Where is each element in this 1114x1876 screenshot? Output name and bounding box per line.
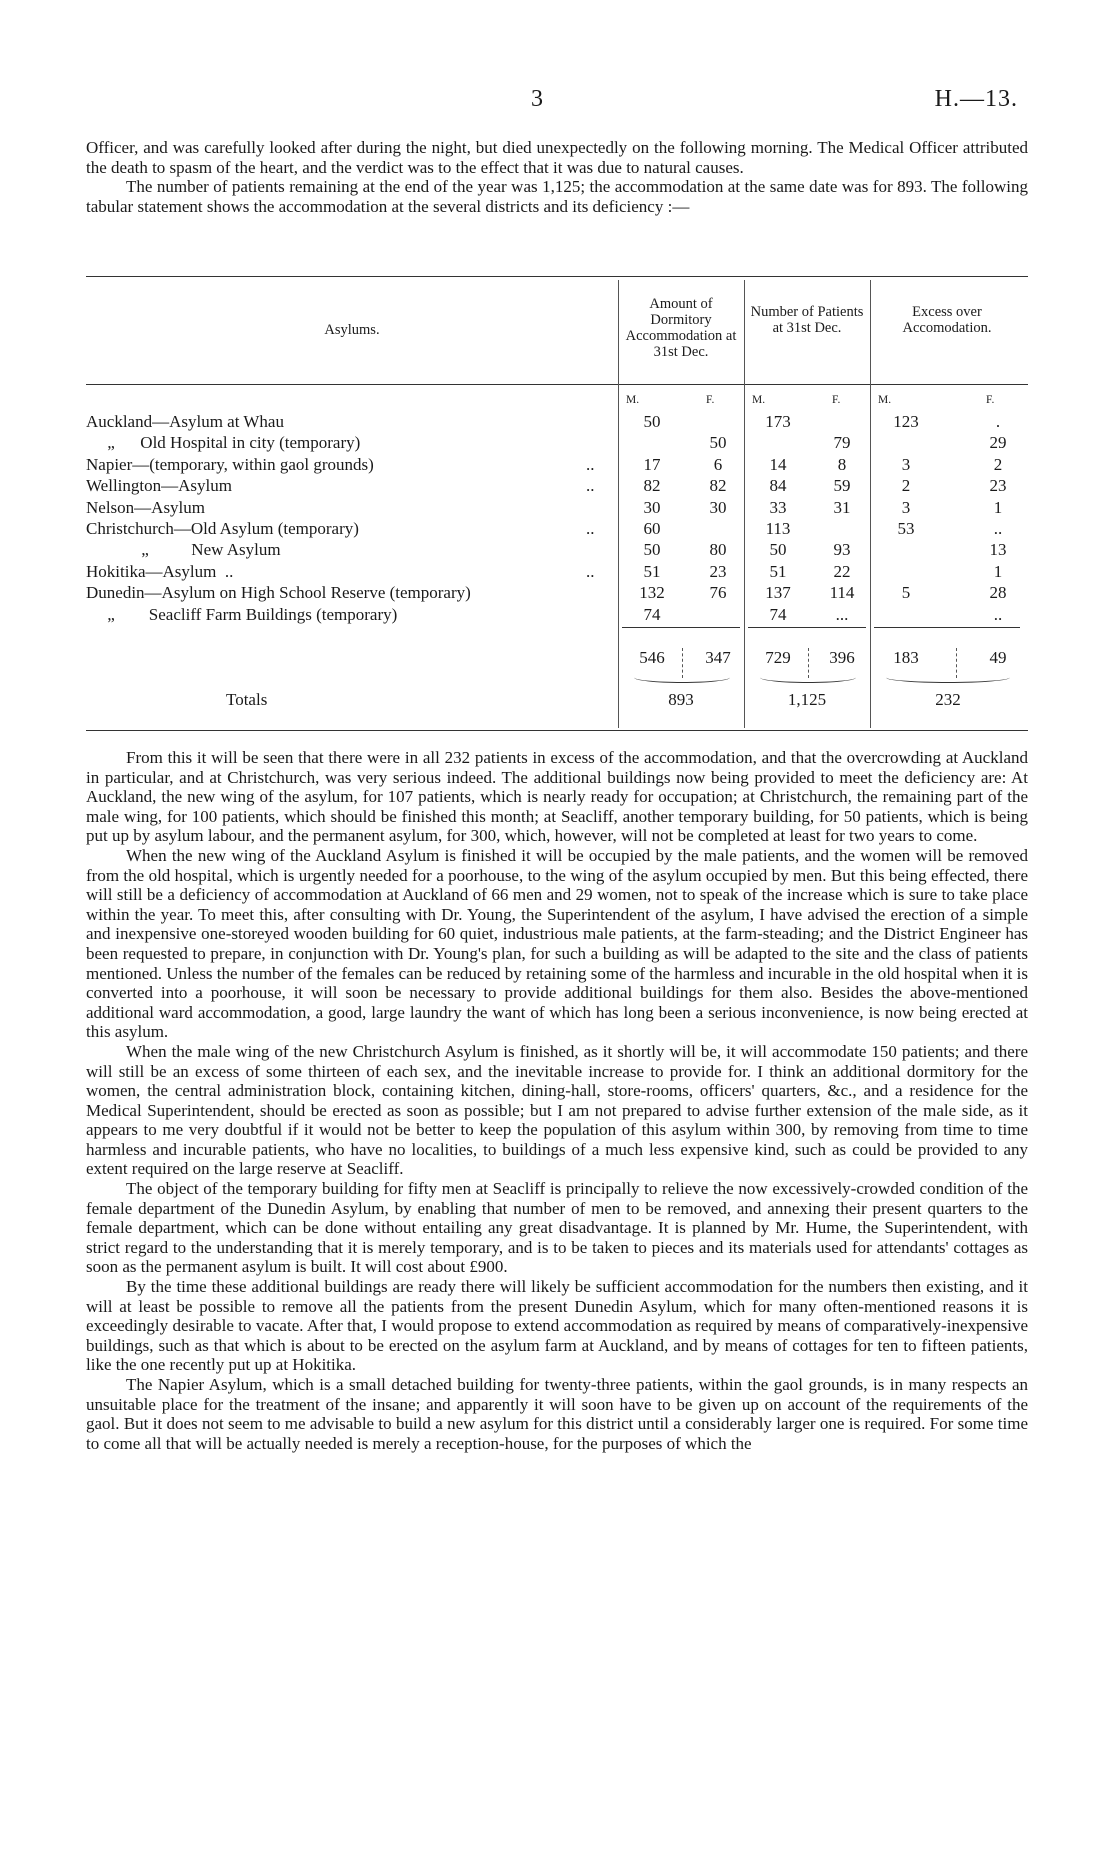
cell-patients-female: 79 (833, 433, 851, 453)
cell-dormitory-male: 60 (643, 519, 661, 538)
total-brace (634, 672, 730, 683)
total-patients: 1,125 (787, 690, 827, 709)
cell-patients-female: 8 (837, 454, 847, 474)
row-asylum-name: Wellington—Asylum (86, 476, 232, 496)
total-brace (886, 672, 1010, 683)
header-excess: Excess over Accomodation. (902, 304, 992, 336)
cell-dormitory-male: 50 (643, 540, 661, 560)
cell-excess-male: 123 (893, 412, 919, 431)
cell-dormitory-male: 51 (643, 561, 661, 581)
cell-excess-female: .. (993, 604, 1003, 624)
cell-dormitory-female: 50 (709, 433, 727, 453)
page-header (0, 86, 1114, 116)
header-patients: Number of Patients at 31st Dec. (750, 304, 864, 336)
row-asylum-name: Auckland—Asylum at Whau (86, 412, 284, 431)
table-header-rule (86, 384, 1028, 385)
row-asylum-name: Nelson—Asylum (86, 497, 205, 517)
cell-dormitory-female: 76 (709, 583, 727, 603)
subheader-female: F. (986, 394, 995, 406)
row-leader-dots: .. (586, 561, 595, 581)
column-divider (870, 280, 871, 728)
cell-dormitory-female: 6 (713, 454, 723, 474)
subtotal-excess-female: 49 (989, 648, 1007, 667)
cell-excess-male: 2 (901, 476, 911, 496)
cell-patients-male: 137 (765, 583, 791, 603)
body-text (86, 748, 1028, 1453)
header-asylums: Asylums. (324, 322, 380, 338)
accommodation-table (86, 276, 1028, 731)
cell-dormitory-female: 30 (709, 497, 727, 517)
cell-patients-male: 14 (769, 454, 787, 474)
cell-dormitory-female: 80 (709, 540, 727, 560)
cell-patients-male: 74 (769, 604, 787, 624)
cell-patients-female: 93 (833, 540, 851, 560)
subheader-male: M. (626, 394, 640, 406)
row-leader-dots: .. (586, 476, 595, 496)
cell-dormitory-male: 30 (643, 497, 661, 517)
row-asylum-name: Dunedin—Asylum on High School Reserve (temporary) (86, 583, 471, 603)
row-leader-dots: .. (586, 519, 595, 538)
cell-excess-female: . (995, 412, 1001, 431)
subheader-female: F. (832, 394, 841, 406)
column-divider (618, 280, 619, 728)
cell-excess-male: 5 (901, 583, 911, 603)
cell-excess-female: 28 (989, 583, 1007, 603)
cell-dormitory-female: 23 (709, 561, 727, 581)
cell-excess-female: 23 (989, 476, 1007, 496)
cell-excess-male: 53 (897, 519, 915, 538)
cell-excess-male: 3 (901, 454, 911, 474)
row-asylum-name: „ New Asylum (86, 540, 281, 560)
cell-dormitory-male: 17 (643, 454, 661, 474)
subheader-male: M. (752, 394, 766, 406)
subtotal-patients-male: 729 (765, 648, 791, 667)
paragraph: When the male wing of the new Christchurch Asylum is finished, as it shortly will be, it will accommodate 150 patients; and there will still be an excess of some thirteen of each sex, and the inevitable increase to provide for. I think an additional dormitory for the women, the central administration block, containing kitchen, dining-hall, store-rooms, officers' quarters, &c., and a residence for the Medical Superintendent, should be erected as soon as possible; but I am not prepared to advise further extension of the male side, as it appears to me very doubtful if it would not be better to keep the population of this asylum within 300, by removing from time to time harmless and incurable patients, who have no localities, to buildings of a much less expensive kind, such as could be provided to any extent required on the large reserve at Seacliff. (86, 1041, 1028, 1179)
cell-patients-male: 173 (765, 412, 791, 431)
cell-patients-female: 31 (833, 497, 851, 517)
total-excess: 232 (935, 690, 961, 709)
row-asylum-name: Christchurch—Old Asylum (temporary) (86, 519, 359, 538)
cell-patients-male: 33 (769, 497, 787, 517)
subtotal-rule (748, 627, 866, 628)
totals-label: Totals (226, 690, 268, 709)
paragraph: By the time these additional buildings are ready there will likely be sufficient accommodation for the numbers then existing, and it will at least be possible to remove all the patients from the present Dunedin Asylum, which for many often-mentioned reasons it is exceedingly desirable to vacate. After that, I would propose to extend accommodation as required by means of comparatively-inexpensive buildings, such as that which is about to be erected on the asylum farm at Auckland, and by means of cottages for ten to fifteen patients, like the one recently put up at Hokitika. (86, 1277, 1028, 1375)
cell-excess-female: .. (993, 519, 1003, 538)
cell-dormitory-male: 82 (643, 476, 661, 496)
subtotal-rule (622, 627, 740, 628)
subtotal-dormitory-female: 347 (705, 648, 731, 667)
table-bottom-rule (86, 730, 1028, 731)
cell-excess-female: 13 (989, 540, 1007, 560)
cell-patients-female: ... (835, 604, 849, 624)
cell-excess-female: 1 (993, 561, 1003, 581)
cell-patients-female: 114 (829, 583, 855, 603)
cell-patients-male: 50 (769, 540, 787, 560)
document-code: H.—13. (934, 86, 1018, 112)
cell-excess-female: 29 (989, 433, 1007, 453)
total-dormitory: 893 (668, 690, 694, 709)
subtotal-dormitory-male: 546 (639, 648, 665, 667)
header-dormitory: Amount of Dormitory Accommodation at 31st Dec. (625, 296, 737, 360)
paragraph: From this it will be seen that there were in all 232 patients in excess of the accommodation, and that the overcrowding at Auckland in particular, and at Christchurch, was very serious indeed. The additional buildings now being provided to meet the deficiency are: At Auckland, the new wing of the asylum, for 107 patients, which is nearly ready for occupation; at Christchurch, the remaining part of the male wing, for 100 patients, which should be finished this month; at Seacliff, another temporary building, for 50 patients, which is being put up by asylum labour, and the permanent asylum, for 300, which, however, will not be completed at least for two years to come. (86, 748, 1028, 846)
cell-patients-female: 59 (833, 476, 851, 496)
row-asylum-name: „ Seacliff Farm Buildings (temporary) (86, 604, 398, 624)
intro-text (86, 138, 1028, 216)
paragraph: The number of patients remaining at the end of the year was 1,125; the accommodation at the same date was for 893. The following tabular statement shows the accommodation at the several districts and its deficiency :— (86, 177, 1028, 216)
cell-patients-male: 113 (765, 519, 791, 538)
row-asylum-name: Hokitika—Asylum .. (86, 561, 234, 581)
row-leader-dots: .. (586, 454, 595, 474)
paragraph: The object of the temporary building for fifty men at Seacliff is principally to relieve the now excessively-crowded condition of the female department of the Dunedin Asylum, by enabling that number of men to be removed, and annexing their present quarters to the female department, which can be done without entailing any great disadvantage. It is planned by Mr. Hume, the Superintendent, with strict regard to the understanding that it is merely temporary, and is to be taken to pieces and its materials used for attendants' cottages as soon as the permanent asylum is built. It will cost about £900. (86, 1179, 1028, 1277)
subheader-male: M. (878, 394, 892, 406)
subtotal-patients-female: 396 (829, 648, 855, 667)
cell-excess-female: 1 (993, 497, 1003, 517)
paragraph: When the new wing of the Auckland Asylum is finished it will be occupied by the male patients, and the women will be removed from the old hospital, which is urgently needed for a poorhouse, to the wing of the asylum occupied by men. But this being effected, there will still be a deficiency of accommodation at Auckland of 66 men and 29 women, not to speak of the increase which is sure to take place within the year. To meet this, after consulting with Dr. Young, the Superintendent of the asylum, I have advised the erection of a simple and inexpensive one-storeyed wooden building for 60 quiet, industrious male patients, at the farm-steading; and the District Engineer has been requested to prepare, in conjunction with Dr. Young's plan, for such a building as will be adapted to the site and the class of patients mentioned. Unless the number of the females can be reduced by retaining some of the harmless and incurable in the old hospital when it is converted into a poorhouse, it will soon be necessary to provide additional buildings for them also. Besides the above-mentioned additional ward accommodation, a good, large laundry the want of which has long been a serious inconvenience, is now being erected at this asylum. (86, 845, 1028, 1042)
cell-patients-male: 51 (769, 561, 787, 581)
subheader-female: F. (706, 394, 715, 406)
page-number: 3 (531, 86, 543, 112)
paragraph: Officer, and was carefully looked after during the night, but died unexpectedly on the following morning. The Medical Officer attributed the death to spasm of the heart, and the verdict was to the effect that it was due to natural causes. (86, 138, 1028, 177)
cell-dormitory-male: 50 (643, 412, 661, 431)
row-asylum-name: „ Old Hospital in city (temporary) (86, 433, 361, 453)
column-divider (744, 280, 745, 728)
cell-dormitory-male: 132 (639, 583, 665, 603)
subtotal-rule (874, 627, 1020, 628)
cell-excess-male: 3 (901, 497, 911, 517)
table-top-rule (86, 276, 1028, 277)
paragraph: The Napier Asylum, which is a small detached building for twenty-three patients, within the gaol grounds, is in many respects an unsuitable place for the treatment of the insane; and apparently it will soon have to be given up on account of the requirements of the gaol. But it does not seem to me advisable to build a new asylum for this district until a considerably larger one is required. For some time to come all that will be actually needed is merely a reception-house, for the purposes of which the (86, 1375, 1028, 1453)
cell-excess-female: 2 (993, 454, 1003, 474)
total-brace (760, 672, 856, 683)
subtotal-excess-male: 183 (893, 648, 919, 667)
cell-dormitory-male: 74 (643, 604, 661, 624)
cell-patients-female: 22 (833, 561, 851, 581)
cell-dormitory-female: 82 (709, 476, 727, 496)
cell-patients-male: 84 (769, 476, 787, 496)
row-asylum-name: Napier—(temporary, within gaol grounds) (86, 454, 374, 474)
